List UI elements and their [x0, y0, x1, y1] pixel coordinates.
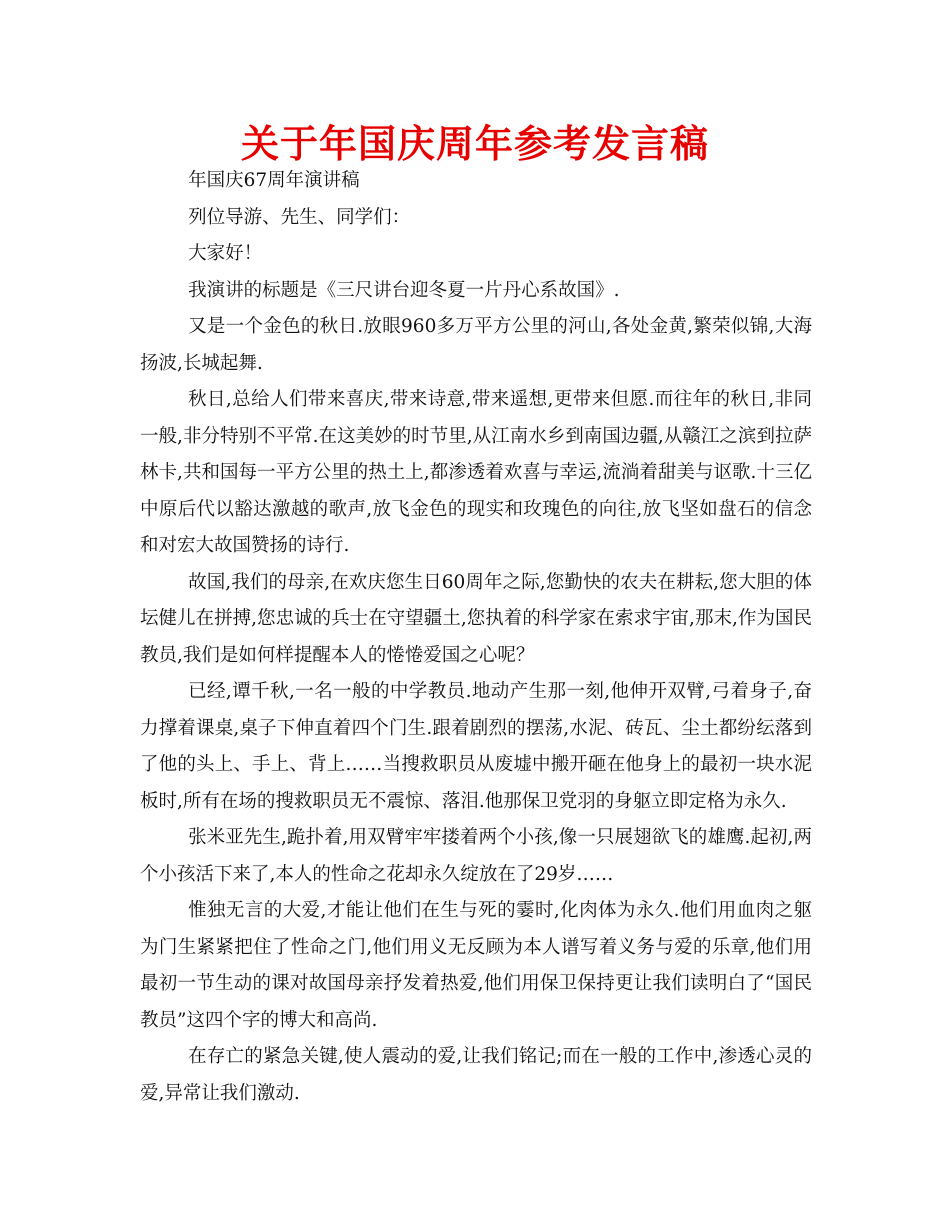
paragraph: 列位导游、先生、同学们： — [188, 206, 411, 228]
paragraph: 大家好！ — [188, 243, 263, 264]
paragraph: 故国,我们的母亲,在欢庆您生日60周年之际,您勤快的农夫在耕耘,您大胆的体坛健儿在拼搏,您忠诚的兵士在守望疆土,您执着的科学家在索求宇宙,那末,作为国民教员,我们是如何样提醒本人的惓惓爱国之心呢？ — [140, 571, 812, 666]
paragraph: 秋日,总给人们带来喜庆,带来诗意,带来遥想,更带来但愿.而往年的秋日,非同一般,非分特别不平常.在这美妙的时节里,从江南水乡到南国边疆,从赣江之滨到拉萨林卡,共和国每一平方公里的热土上,都渗透着欢喜与幸运,流淌着甜美与讴歌.十三亿中原后代以豁达激越的歌声,放飞金色的现实和玫瑰色的向往,放飞坚如盘石的信念和对宏大故国赞扬的诗行. — [140, 389, 812, 556]
paragraph: 已经,谭千秋,一名一般的中学教员.地动产生那一刻,他伸开双臂,弓着身子,奋力撑着课桌,桌子下伸直着四个门生.跟着剧烈的摆荡,水泥、砖瓦、尘土都纷纭落到了他的头上、手上、背上……当搜救职员从废墟中搬开砸在他身上的最初一块水泥板时,所有在场的搜救职员无不震惊、落泪.他那保卫党羽的身躯立即定格为永久. — [140, 681, 812, 812]
paragraph: 年国庆67周年演讲稿 — [188, 170, 360, 191]
paragraph: 张米亚先生,跪扑着,用双臂牢牢搂着两个小孩,像一只展翅欲飞的雄鹰.起初,两个小孩活下来了,本人的性命之花却永久绽放在了29岁…… — [140, 827, 812, 885]
document-body — [140, 163, 812, 1112]
document-title: 关于年国庆周年参考发言稿 — [240, 122, 709, 166]
paragraph: 惟独无言的大爱,才能让他们在生与死的霎时,化肉体为永久.他们用血肉之躯为门生紧紧把住了性命之门,他们用义无反顾为本人谱写着义务与爱的乐章,他们用最初一节生动的课对故国母亲抒发着热爱,他们用保卫保持更让我们读明白了“国民教员”这四个字的博大和高尚. — [140, 900, 812, 1031]
paragraph: 在存亡的紧急关键,使人震动的爱,让我们铭记;而在一般的工作中,渗透心灵的爱,异常让我们激动. — [140, 1046, 812, 1104]
paragraph: 我演讲的标题是《三尺讲台迎冬夏一片丹心系故国》. — [188, 279, 620, 301]
paragraph: 又是一个金色的秋日.放眼960多万平方公里的河山,各处金黄,繁荣似锦,大海扬波,长城起舞. — [140, 316, 812, 374]
